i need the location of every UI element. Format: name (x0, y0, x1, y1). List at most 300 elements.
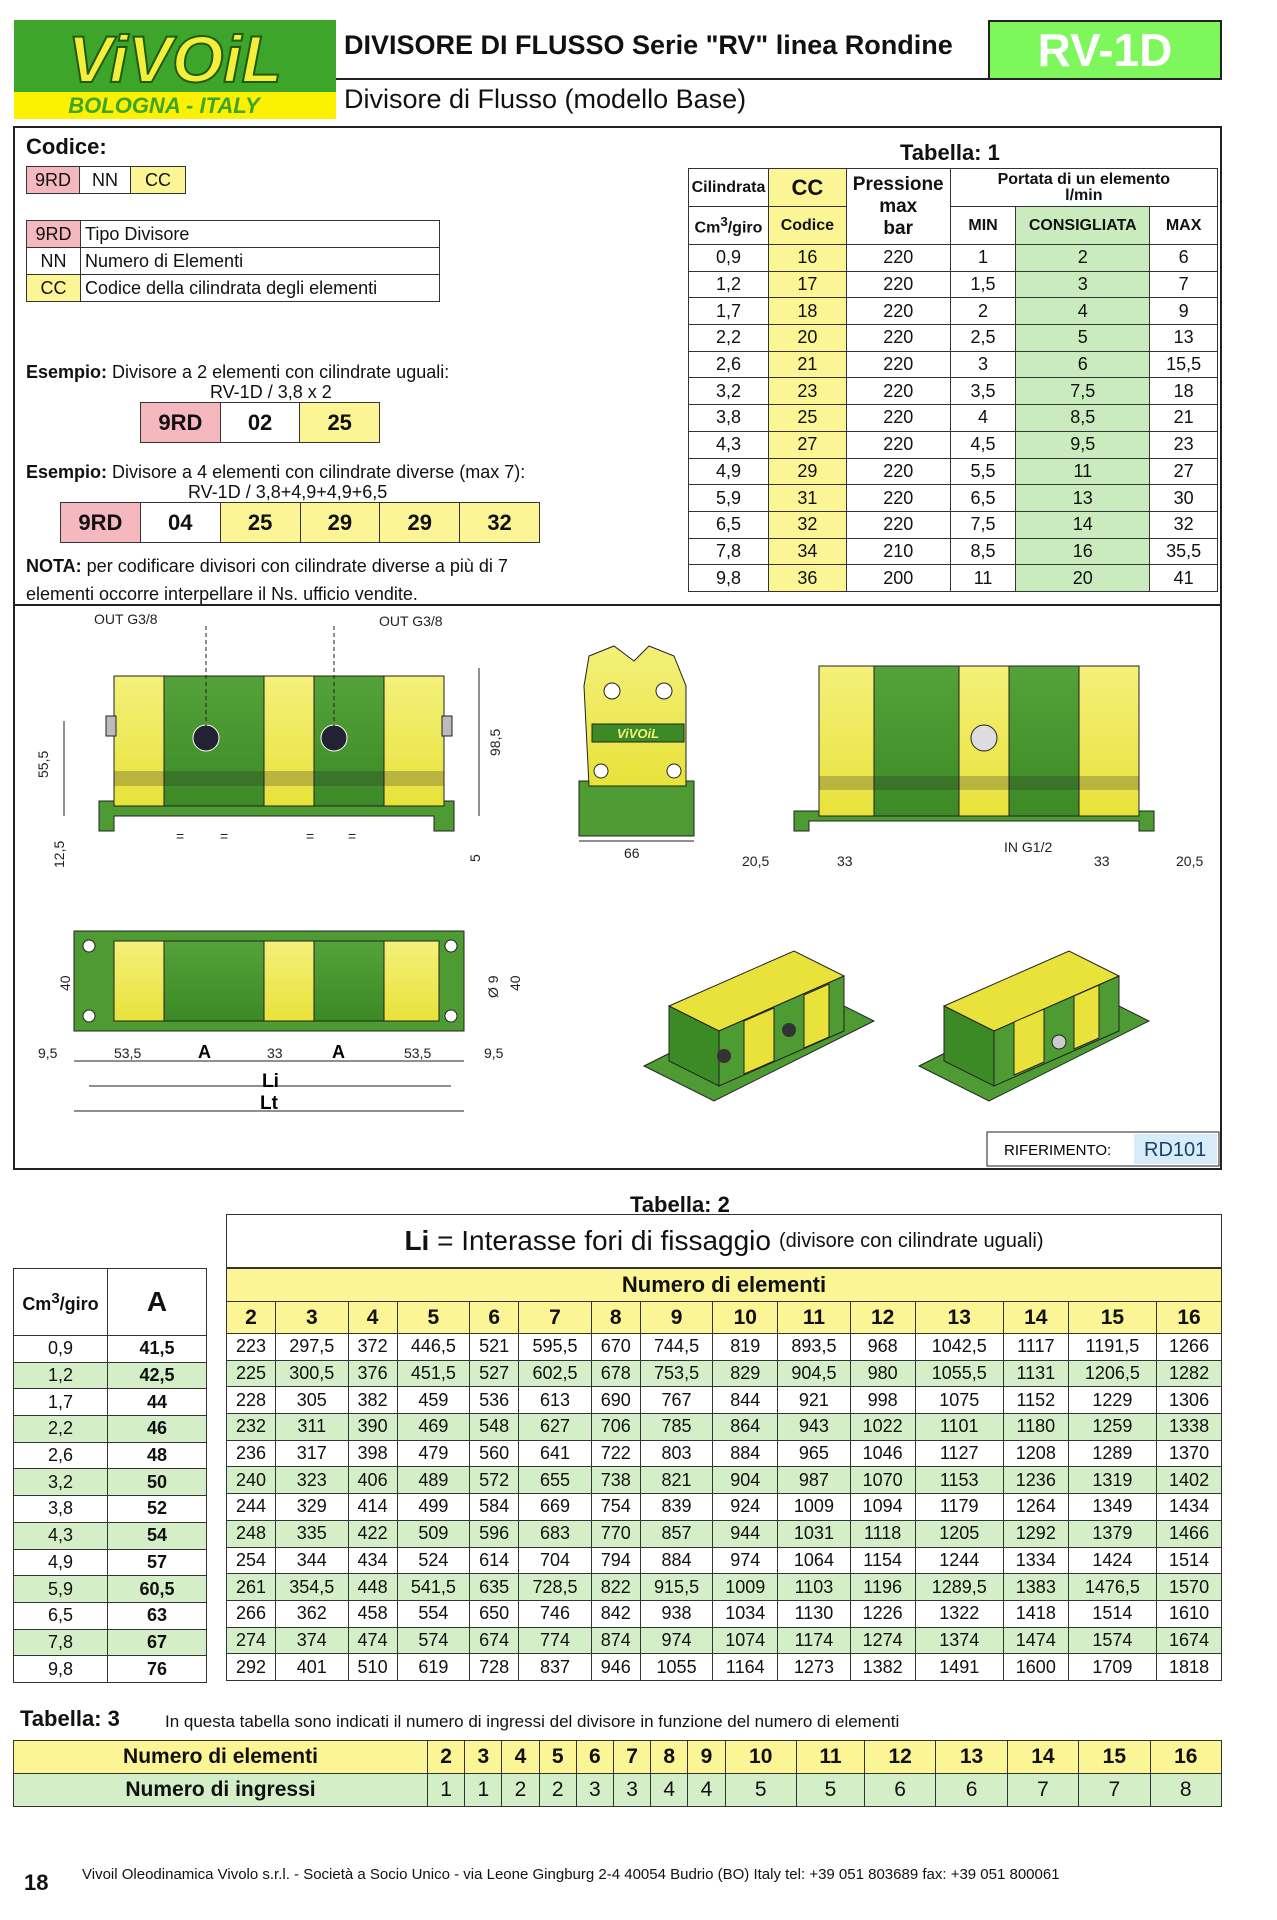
t2-cell: 1289,5 (915, 1574, 1003, 1601)
t2-cm-cell: 1,7 (14, 1389, 108, 1416)
t2-a-cell: 42,5 (108, 1362, 207, 1389)
example2-cell: 29 (300, 503, 380, 543)
legend-row (27, 221, 440, 248)
t2-cell: 613 (519, 1387, 592, 1414)
t2-col-header: 5 (397, 1302, 470, 1334)
t1-portata-1: Portata di un elemento (997, 170, 1171, 188)
tabella1-title: Tabella: 1 (900, 140, 1000, 165)
t2a-row (14, 1442, 207, 1469)
t2-cell: 1402 (1157, 1467, 1222, 1494)
t2-cell: 829 (713, 1360, 778, 1387)
legend-code: 9RD (27, 221, 81, 248)
t3-inputs-cell: 8 (1150, 1774, 1221, 1807)
legend-desc: Codice della cilindrata degli elementi (81, 275, 440, 302)
t2-cell: 1022 (850, 1414, 915, 1441)
t2-cell: 753,5 (640, 1360, 713, 1387)
legend-desc: Numero di Elementi (81, 248, 440, 275)
codice-legend (26, 220, 440, 302)
t1-header-min: MIN (950, 207, 1016, 245)
t2a-row (14, 1522, 207, 1549)
t1-cell: 20 (768, 325, 846, 352)
t2-a-cell: 57 (108, 1549, 207, 1576)
t2-cm-cell: 2,6 (14, 1442, 108, 1469)
t3-elements-cell: 16 (1150, 1741, 1221, 1774)
t2-cell: 1064 (778, 1547, 851, 1574)
reference-value: RD101 (1144, 1139, 1207, 1161)
t1-cell: 6,5 (950, 485, 1016, 512)
t1-cell: 7,5 (950, 511, 1016, 538)
example1-cell: 25 (300, 403, 380, 443)
t2-cell: 1370 (1157, 1440, 1222, 1467)
t2-cell: 1244 (915, 1547, 1003, 1574)
t3-inputs-cell: 4 (651, 1774, 688, 1807)
t2-cell: 300,5 (275, 1360, 348, 1387)
dim-lt: Lt (260, 1093, 278, 1114)
t2-col-header: 3 (275, 1302, 348, 1334)
t3-elements-cell: 11 (796, 1741, 864, 1774)
t2a-row (14, 1336, 207, 1363)
t2-cell: 650 (470, 1600, 519, 1627)
t1-cell: 29 (768, 458, 846, 485)
example2-label: Esempio: (26, 462, 108, 482)
t2-cell: 1009 (778, 1494, 851, 1521)
t2-cell: 627 (519, 1414, 592, 1441)
tabella2-title: Tabella: 2 (630, 1192, 730, 1217)
t1-cell: 15,5 (1150, 351, 1218, 378)
page-number: 18 (24, 1870, 49, 1895)
t2-cell: 1191,5 (1068, 1334, 1156, 1361)
t2-cell: 1259 (1068, 1414, 1156, 1441)
footer-text: Vivoil Oleodinamica Vivolo s.r.l. - Società a Socio Unico - via Leone Gingburg 2-4 40054 Budrio (BO) Italy tel: +39 051 803689 fax: +39 051 800061 (82, 1866, 1060, 1883)
t2-cell: 987 (778, 1467, 851, 1494)
t2-cell: 1818 (1157, 1654, 1222, 1681)
t1-cell: 32 (1150, 511, 1218, 538)
t2-cm-cell: 2,2 (14, 1416, 108, 1443)
dim-33c: 33 (267, 1045, 283, 1061)
example1-model: RV-1D / 3,8 x 2 (210, 382, 332, 402)
dim-53-5b: 53,5 (404, 1045, 432, 1061)
t2-cell: 1130 (778, 1600, 851, 1627)
reference-label: RIFERIMENTO: (1004, 1142, 1112, 1159)
t1-cell: 20 (1016, 565, 1150, 592)
t2-cell: 254 (227, 1547, 276, 1574)
t2-a-cell: 60,5 (108, 1576, 207, 1603)
t2-cm-cell: 0,9 (14, 1336, 108, 1363)
t1-cell: 0,9 (689, 245, 769, 272)
t1-cell: 220 (846, 405, 950, 432)
t2-row (227, 1414, 1222, 1441)
t2-cell: 225 (227, 1360, 276, 1387)
t1-cell: 1,7 (689, 298, 769, 325)
rear-view (742, 666, 1203, 869)
t2-cell: 803 (640, 1440, 713, 1467)
t1-header-cc: CC (768, 169, 846, 207)
dim-5: 5 (467, 854, 483, 862)
t1-cell: 220 (846, 298, 950, 325)
t2-cell: 323 (275, 1467, 348, 1494)
t3-inputs-cell: 1 (428, 1774, 465, 1807)
t1-cell: 2,6 (689, 351, 769, 378)
t1-row (689, 245, 1218, 272)
page-title: DIVISORE DI FLUSSO Serie "RV" linea Rondine (344, 30, 953, 60)
t2-cell: 458 (348, 1600, 397, 1627)
t2-cell: 406 (348, 1467, 397, 1494)
t2-cell: 1131 (1003, 1360, 1068, 1387)
t2-cell: 335 (275, 1520, 348, 1547)
t1-cell: 1,2 (689, 271, 769, 298)
t2-cell: 1709 (1068, 1654, 1156, 1681)
t1-cell: 2,2 (689, 325, 769, 352)
t2-cell: 1600 (1003, 1654, 1068, 1681)
t2-cell: 1094 (850, 1494, 915, 1521)
t2-cell: 924 (713, 1494, 778, 1521)
t3-elements-cell: 15 (1079, 1741, 1150, 1774)
t1-cell: 32 (768, 511, 846, 538)
t2-cell: 1334 (1003, 1547, 1068, 1574)
t1-cell: 4 (1016, 298, 1150, 325)
t3-elements-cell: 9 (688, 1741, 725, 1774)
t2-cell: 1474 (1003, 1627, 1068, 1654)
t2-cell: 1046 (850, 1440, 915, 1467)
t2-cell: 821 (640, 1467, 713, 1494)
t2-cm-suf: /giro (59, 1293, 99, 1314)
t1-cell: 2,5 (950, 325, 1016, 352)
t3-inputs-cell: 5 (796, 1774, 864, 1807)
dim-out1: OUT G3/8 (94, 611, 158, 627)
t2-cell: 614 (470, 1547, 519, 1574)
t2-cell: 1274 (850, 1627, 915, 1654)
t1-row (689, 298, 1218, 325)
t2-cell: 1070 (850, 1467, 915, 1494)
t1-row (689, 405, 1218, 432)
t2-cell: 1208 (1003, 1440, 1068, 1467)
t2a-row (14, 1362, 207, 1389)
t3-inputs-cell: 3 (613, 1774, 650, 1807)
t2-cell: 943 (778, 1414, 851, 1441)
t2-cell: 1117 (1003, 1334, 1068, 1361)
t1-cell: 23 (768, 378, 846, 405)
t1-cell: 200 (846, 565, 950, 592)
t2-cell: 1009 (713, 1574, 778, 1601)
page-subtitle: Divisore di Flusso (modello Base) (344, 84, 747, 114)
t2-row (227, 1440, 1222, 1467)
t2-cell: 874 (591, 1627, 640, 1654)
t1-cell: 36 (768, 565, 846, 592)
t1-row (689, 431, 1218, 458)
t1-cell: 16 (768, 245, 846, 272)
t1-cell: 220 (846, 431, 950, 458)
t1-header-pressione (846, 169, 950, 245)
t2-a-cell: 54 (108, 1522, 207, 1549)
t1-cell: 11 (1016, 458, 1150, 485)
t2-cell: 1031 (778, 1520, 851, 1547)
t2-header-a: A (108, 1269, 207, 1336)
t3-inputs-cell: 3 (576, 1774, 613, 1807)
t2-cell: 1236 (1003, 1467, 1068, 1494)
legend-code: CC (27, 275, 81, 302)
t2-cell: 1055,5 (915, 1360, 1003, 1387)
t2-cell: 376 (348, 1360, 397, 1387)
t2-cell: 1434 (1157, 1494, 1222, 1521)
t2-cell: 893,5 (778, 1334, 851, 1361)
t2-cell: 1322 (915, 1600, 1003, 1627)
t2-cell: 1674 (1157, 1627, 1222, 1654)
t2-cell: 1338 (1157, 1414, 1222, 1441)
dim-12-5: 12,5 (51, 840, 67, 868)
t2-cell: 524 (397, 1547, 470, 1574)
isometric-view-front (644, 951, 874, 1101)
t2-cell: 1266 (1157, 1334, 1222, 1361)
example2-code (60, 502, 540, 543)
t2-cell: 248 (227, 1520, 276, 1547)
t2-cell: 669 (519, 1494, 592, 1521)
t2-cell: 382 (348, 1387, 397, 1414)
t2-row (227, 1334, 1222, 1361)
t2-cell: 998 (850, 1387, 915, 1414)
t2-cell: 223 (227, 1334, 276, 1361)
t2-cell: 596 (470, 1520, 519, 1547)
t2-cell: 541,5 (397, 1574, 470, 1601)
t2-header-numero: Numero di elementi (227, 1269, 1222, 1302)
code-part-type: 9RD (27, 167, 80, 194)
t1-header-consigliata: CONSIGLIATA (1016, 207, 1150, 245)
t1-cell: 11 (950, 565, 1016, 592)
dim-diam-9: Ø 9 (485, 975, 501, 998)
t2-cell: 974 (713, 1547, 778, 1574)
t2-row (227, 1520, 1222, 1547)
t2-col-header: 16 (1157, 1302, 1222, 1334)
t2-cell: 884 (640, 1547, 713, 1574)
t2-a-cell: 52 (108, 1496, 207, 1523)
t2-cell: 459 (397, 1387, 470, 1414)
t2-cell: 362 (275, 1600, 348, 1627)
t2-cell: 1514 (1157, 1547, 1222, 1574)
t2-cell: 974 (640, 1627, 713, 1654)
t1-header-max: MAX (1150, 207, 1218, 245)
t1-cell: 1,5 (950, 271, 1016, 298)
t3-inputs-cell: 5 (725, 1774, 796, 1807)
dim-66: 66 (624, 845, 640, 861)
t2-cell: 1205 (915, 1520, 1003, 1547)
t2-cell: 670 (591, 1334, 640, 1361)
t3-elements-cell: 4 (502, 1741, 539, 1774)
dim-9-5a: 9,5 (38, 1045, 58, 1061)
tabella3-title: Tabella: 3 (20, 1706, 120, 1731)
t2-cm-cell: 7,8 (14, 1629, 108, 1656)
dim-20-5a: 20,5 (742, 853, 770, 869)
dim-in-g12: IN G1/2 (1004, 839, 1053, 855)
t1-header-cilindrata: Cilindrata (689, 169, 769, 207)
t2a-row (14, 1656, 207, 1683)
t1-cell: 210 (846, 538, 950, 565)
brand-plate: ViVOiL (616, 726, 660, 741)
t2-cell: 746 (519, 1600, 592, 1627)
t2-cell: 678 (591, 1360, 640, 1387)
t1-row (689, 565, 1218, 592)
t2-cell: 980 (850, 1360, 915, 1387)
t2-cell: 509 (397, 1520, 470, 1547)
t1-row (689, 511, 1218, 538)
t2-cell: 857 (640, 1520, 713, 1547)
legend-desc: Tipo Divisore (81, 221, 440, 248)
t2-cell: 1101 (915, 1414, 1003, 1441)
t3-elements-cell: 10 (725, 1741, 796, 1774)
t1-cell: 17 (768, 271, 846, 298)
t2-cell: 274 (227, 1627, 276, 1654)
t2a-row (14, 1389, 207, 1416)
t2-cell: 236 (227, 1440, 276, 1467)
t3-elements-cell: 7 (613, 1741, 650, 1774)
t1-cell: 220 (846, 351, 950, 378)
t2-cm-cell: 3,8 (14, 1496, 108, 1523)
t2-cell: 527 (470, 1360, 519, 1387)
example2-cell: 04 (140, 503, 220, 543)
t2-cell: 1292 (1003, 1520, 1068, 1547)
t2-col-header: 10 (713, 1302, 778, 1334)
t2-cell: 722 (591, 1440, 640, 1467)
t2-cell: 774 (519, 1627, 592, 1654)
t2-cell: 904 (713, 1467, 778, 1494)
t3-inputs-cell: 2 (502, 1774, 539, 1807)
t1-cell: 30 (1150, 485, 1218, 512)
t2-cell: 499 (397, 1494, 470, 1521)
t2-cell: 1610 (1157, 1600, 1222, 1627)
t2-col-header: 6 (470, 1302, 519, 1334)
t2-col-header: 11 (778, 1302, 851, 1334)
dim-li: Li (262, 1071, 279, 1092)
t1-press-1: Pressione (852, 173, 944, 195)
t2-row (227, 1654, 1222, 1681)
t3-inputs-cell: 4 (688, 1774, 725, 1807)
t2-cell: 839 (640, 1494, 713, 1521)
t1-cell: 18 (1150, 378, 1218, 405)
t2-col-header: 7 (519, 1302, 592, 1334)
t2-cell: 595,5 (519, 1334, 592, 1361)
t1-cell: 3,5 (950, 378, 1016, 405)
t2-col-header: 2 (227, 1302, 276, 1334)
t2-cell: 1229 (1068, 1387, 1156, 1414)
dim-eq: = (306, 828, 315, 844)
t2-cell: 944 (713, 1520, 778, 1547)
example2-cell: 25 (220, 503, 300, 543)
t1-cell: 31 (768, 485, 846, 512)
t2a-row (14, 1469, 207, 1496)
t2-cell: 401 (275, 1654, 348, 1681)
t2a-row (14, 1629, 207, 1656)
t1-press-2: max (879, 195, 918, 217)
t2-cell: 819 (713, 1334, 778, 1361)
t2-cell: 398 (348, 1440, 397, 1467)
t1-cell: 3 (950, 351, 1016, 378)
t2-cm-cell: 1,2 (14, 1362, 108, 1389)
t1-cell: 220 (846, 378, 950, 405)
example2-cell: 9RD (61, 503, 141, 543)
t2-cell: 728 (470, 1654, 519, 1681)
t2-cell: 244 (227, 1494, 276, 1521)
t2-row (227, 1387, 1222, 1414)
t2-row (227, 1494, 1222, 1521)
t2-cell: 554 (397, 1600, 470, 1627)
t2-cell: 655 (519, 1467, 592, 1494)
t2-cell: 1118 (850, 1520, 915, 1547)
t3-row2-label: Numero di ingressi (14, 1774, 428, 1807)
dim-eq: = (220, 828, 229, 844)
t2-cell: 904,5 (778, 1360, 851, 1387)
t2-cell: 329 (275, 1494, 348, 1521)
t2-cell: 1154 (850, 1547, 915, 1574)
t1-cell: 220 (846, 511, 950, 538)
example2-cell: 32 (460, 503, 540, 543)
t2-cell: 842 (591, 1600, 640, 1627)
t2-cell: 602,5 (519, 1360, 592, 1387)
t1-cm: Cm (694, 219, 721, 237)
t1-row (689, 538, 1218, 565)
t2-a-cell: 41,5 (108, 1336, 207, 1363)
t1-cell: 6,5 (689, 511, 769, 538)
t2-cell: 1074 (713, 1627, 778, 1654)
t2-cell: 390 (348, 1414, 397, 1441)
t1-header-cm (689, 207, 769, 245)
t2-cell: 305 (275, 1387, 348, 1414)
codice-format (26, 166, 186, 194)
t1-row (689, 458, 1218, 485)
t1-cell: 14 (1016, 511, 1150, 538)
t1-cell: 2 (950, 298, 1016, 325)
t3-inputs-cell: 1 (465, 1774, 502, 1807)
t2-cell: 422 (348, 1520, 397, 1547)
t3-elements-cell: 14 (1007, 1741, 1078, 1774)
legend-row (27, 248, 440, 275)
t2-cell: 938 (640, 1600, 713, 1627)
legend-row (27, 275, 440, 302)
t2-cell: 1206,5 (1068, 1360, 1156, 1387)
t2-cell: 1180 (1003, 1414, 1068, 1441)
t2-cell: 635 (470, 1574, 519, 1601)
t2-cell: 297,5 (275, 1334, 348, 1361)
t2-cell: 1042,5 (915, 1334, 1003, 1361)
product-code-badge: RV-1D (988, 20, 1222, 80)
t2-row (227, 1467, 1222, 1494)
example1-cell: 9RD (141, 403, 221, 443)
t1-row (689, 351, 1218, 378)
example2-text (26, 462, 525, 483)
t3-inputs-cell: 2 (539, 1774, 576, 1807)
example2-desc: Divisore a 4 elementi con cilindrate diverse (max 7): (112, 462, 526, 482)
t2-cell: 574 (397, 1627, 470, 1654)
t2-cell: 1226 (850, 1600, 915, 1627)
t2-cell: 1075 (915, 1387, 1003, 1414)
t2a-row (14, 1549, 207, 1576)
t1-cell: 4,5 (950, 431, 1016, 458)
t1-cell: 9,5 (1016, 431, 1150, 458)
t2-cell: 1174 (778, 1627, 851, 1654)
t2-cm-cell: 4,9 (14, 1549, 108, 1576)
t2-cell: 228 (227, 1387, 276, 1414)
tabella3 (13, 1740, 1222, 1807)
front-view (35, 611, 503, 868)
t1-cell: 34 (768, 538, 846, 565)
t2-cm-cell: 5,9 (14, 1576, 108, 1603)
codice-label: Codice: (26, 134, 107, 159)
t2-cell: 510 (348, 1654, 397, 1681)
headline-text: = Interasse fori di fissaggio (429, 1225, 771, 1256)
t1-press-3: bar (883, 217, 913, 239)
t2-cm-sup: 3 (51, 1289, 60, 1307)
t1-cell: 3,8 (689, 405, 769, 432)
t3-elements-cell: 8 (651, 1741, 688, 1774)
t1-cell: 6 (1150, 245, 1218, 272)
t3-row1-label: Numero di elementi (14, 1741, 428, 1774)
